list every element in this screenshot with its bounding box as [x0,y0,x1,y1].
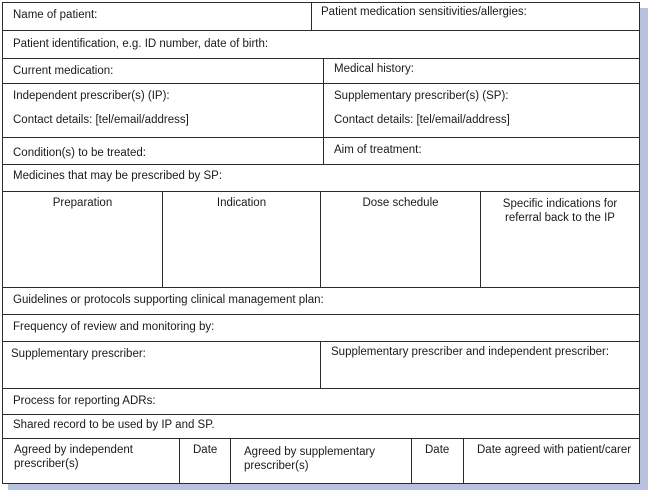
label-agreed-sp: Agreed by supplementary prescriber(s) [244,446,376,472]
row-adr-process[interactable] [3,389,639,415]
cell-supplementary-prescriber[interactable] [323,84,639,137]
cell-date-2[interactable] [411,439,463,483]
label-medicines-by-sp: Medicines that may be prescribed by SP: [13,170,223,182]
row-medicines-by-sp [3,165,639,192]
cell-aim-of-treatment[interactable] [323,138,639,164]
row-name-sensitivities [3,3,639,31]
row-frequency[interactable] [3,315,639,342]
medicines-table [3,192,639,288]
label-supplementary-prescriber-sp: Supplementary prescriber(s) (SP): [334,90,509,102]
label-adr-process: Process for reporting ADRs: [13,395,156,407]
row-shared-record[interactable] [3,415,639,439]
row-review-by [3,342,639,389]
label-medical-history: Medical history: [334,63,414,75]
cell-agreed-sp[interactable] [230,439,411,483]
cell-agreed-patient[interactable] [463,439,639,483]
cell-supplementary-prescriber-review[interactable] [3,342,320,388]
label-contact-details-ip: Contact details: [tel/email/address] [13,114,189,126]
cell-sensitivities[interactable] [311,3,639,30]
label-shared-record: Shared record to be used by IP and SP. [13,419,215,431]
label-independent-prescriber: Independent prescriber(s) (IP): [13,90,170,102]
medicines-col-referral[interactable] [480,192,639,287]
row-medication-history [3,59,639,84]
header-indication: Indication [216,197,267,209]
cell-date-1[interactable] [179,439,230,483]
label-agreed-ip: Agreed by independent prescriber(s) [14,444,133,470]
cell-independent-prescriber[interactable] [3,84,323,137]
cell-conditions[interactable] [3,138,323,164]
row-patient-identification[interactable] [3,31,639,59]
cell-agreed-ip[interactable] [3,439,179,483]
label-patient-identification: Patient identification, e.g. ID number, date of birth: [13,38,269,50]
label-date-1: Date [193,444,218,456]
label-name-of-patient: Name of patient: [13,9,98,21]
medicines-col-preparation[interactable] [3,192,162,287]
medicines-col-dose-schedule[interactable] [320,192,480,287]
label-aim-of-treatment: Aim of treatment: [334,144,422,156]
label-current-medication: Current medication: [13,65,114,77]
label-supplementary-prescriber: Supplementary prescriber: [11,348,146,360]
cell-name-of-patient[interactable] [3,3,311,30]
medicines-col-indication[interactable] [162,192,320,287]
cell-current-medication[interactable] [3,59,323,83]
header-dose-schedule: Dose schedule [362,197,439,209]
row-conditions-aim [3,138,639,165]
label-guidelines: Guidelines or protocols supporting clinical management plan: [13,294,324,306]
label-frequency: Frequency of review and monitoring by: [13,321,215,333]
label-contact-details-sp: Contact details: [tel/email/address] [334,114,510,126]
label-date-2: Date [425,444,450,456]
label-sp-and-ip: Supplementary prescriber and independent prescriber: [331,346,610,358]
header-preparation: Preparation [52,197,113,209]
row-prescribers [3,84,639,138]
header-referral-back: Specific indications for referral back to the IP [502,198,618,224]
label-agreed-patient: Date agreed with patient/carer [477,444,632,456]
label-sensitivities: Patient medication sensitivities/allergies: [321,6,527,18]
label-conditions: Condition(s) to be treated: [13,147,146,159]
cell-medical-history[interactable] [323,59,639,83]
row-guidelines[interactable] [3,288,639,315]
clinical-management-plan-form [2,2,640,484]
cell-sp-and-ip-review[interactable] [320,342,639,388]
row-signoff [3,439,639,483]
